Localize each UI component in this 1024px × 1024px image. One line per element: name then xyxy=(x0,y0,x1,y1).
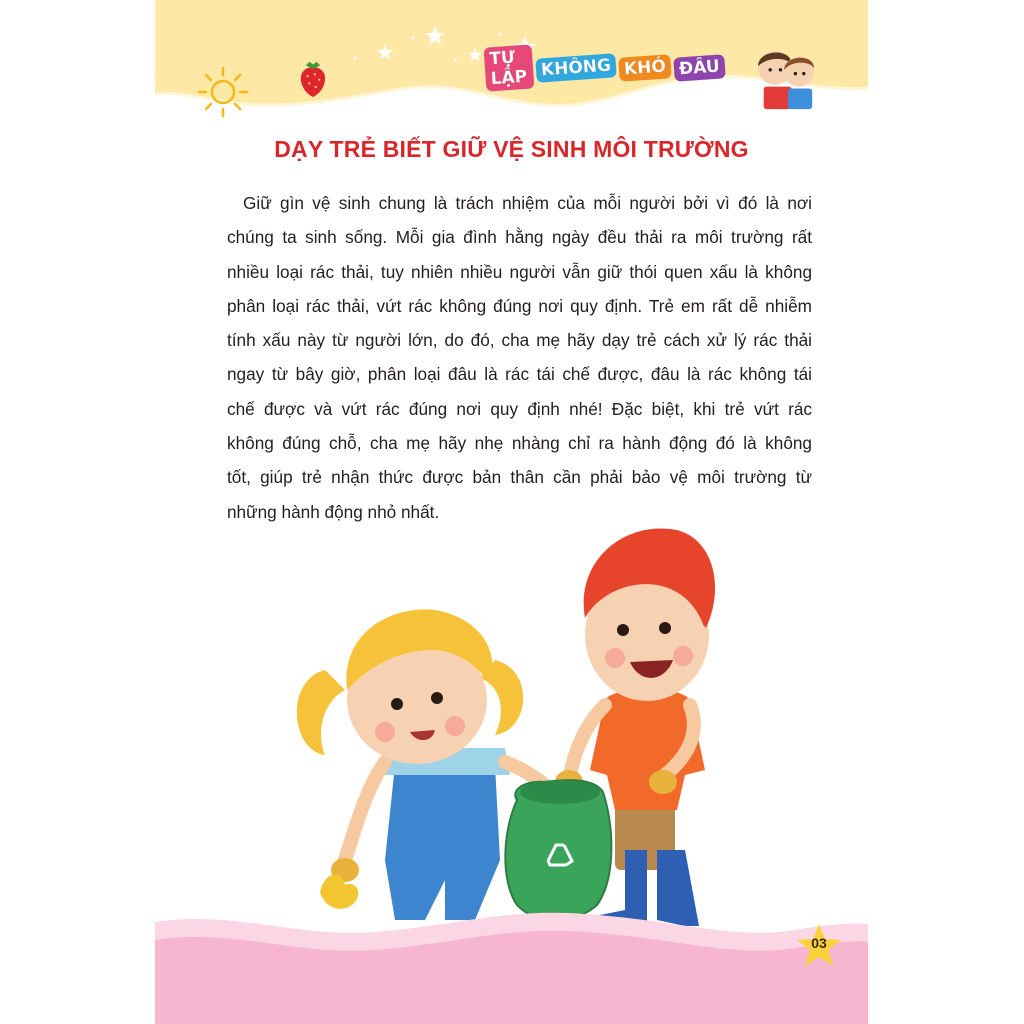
body-line: ngay từ bây giờ, phân loại đâu là rác tái chế được, đâu là rác không tái xyxy=(227,364,812,385)
footer-band xyxy=(155,900,868,1024)
kids-recycling-illustration xyxy=(285,500,755,930)
sun-icon xyxy=(193,62,253,122)
body-line: phân loại rác thải, vứt rác không đúng nơi quy định. Trẻ em rất dễ nhiễm xyxy=(227,295,812,316)
article-title: DẠY TRẺ BIẾT GIỮ VỆ SINH MÔI TRƯỜNG xyxy=(274,136,749,162)
body-line: không đúng chỗ, cha mẹ hãy nhẹ nhàng chỉ ra hành động đó là không xyxy=(227,433,812,454)
series-title-word-2: KHÔNG xyxy=(536,53,618,83)
article-body xyxy=(227,186,812,529)
series-title xyxy=(485,48,725,88)
body-line: Giữ gìn vệ sinh chung là trách nhiệm của mỗi người bởi vì đó là nơi xyxy=(243,193,812,213)
body-line: tốt, giúp trẻ nhận thức được bản thân cần phải bảo vệ môi trường từ xyxy=(227,467,812,488)
recycling-bag xyxy=(505,780,611,920)
body-line: tính xấu này từ người lớn, do đó, cha mẹ hãy dạy trẻ cách xử lý rác thải xyxy=(227,330,812,351)
reading-kids-mascot xyxy=(745,40,829,124)
series-title-word-1: TỰ LẬP xyxy=(484,44,535,91)
body-line: nhiều loại rác thải, tuy nhiên nhiều người vẫn giữ thói quen xấu là không xyxy=(227,261,812,282)
series-title-word-4: ĐÂU xyxy=(674,54,726,81)
page-number: 03 xyxy=(811,935,827,951)
body-line: chế được và vứt rác đúng nơi quy định nhé! Đặc biệt, khi trẻ vứt rác xyxy=(227,398,812,419)
body-line: những hành động nhỏ nhất. xyxy=(227,501,440,522)
book-page xyxy=(155,0,868,1024)
body-line: chúng ta sinh sống. Mỗi gia đình hằng ngày đều thải ra môi trường rất xyxy=(227,227,812,248)
series-title-word-3: KHÓ xyxy=(619,54,672,82)
